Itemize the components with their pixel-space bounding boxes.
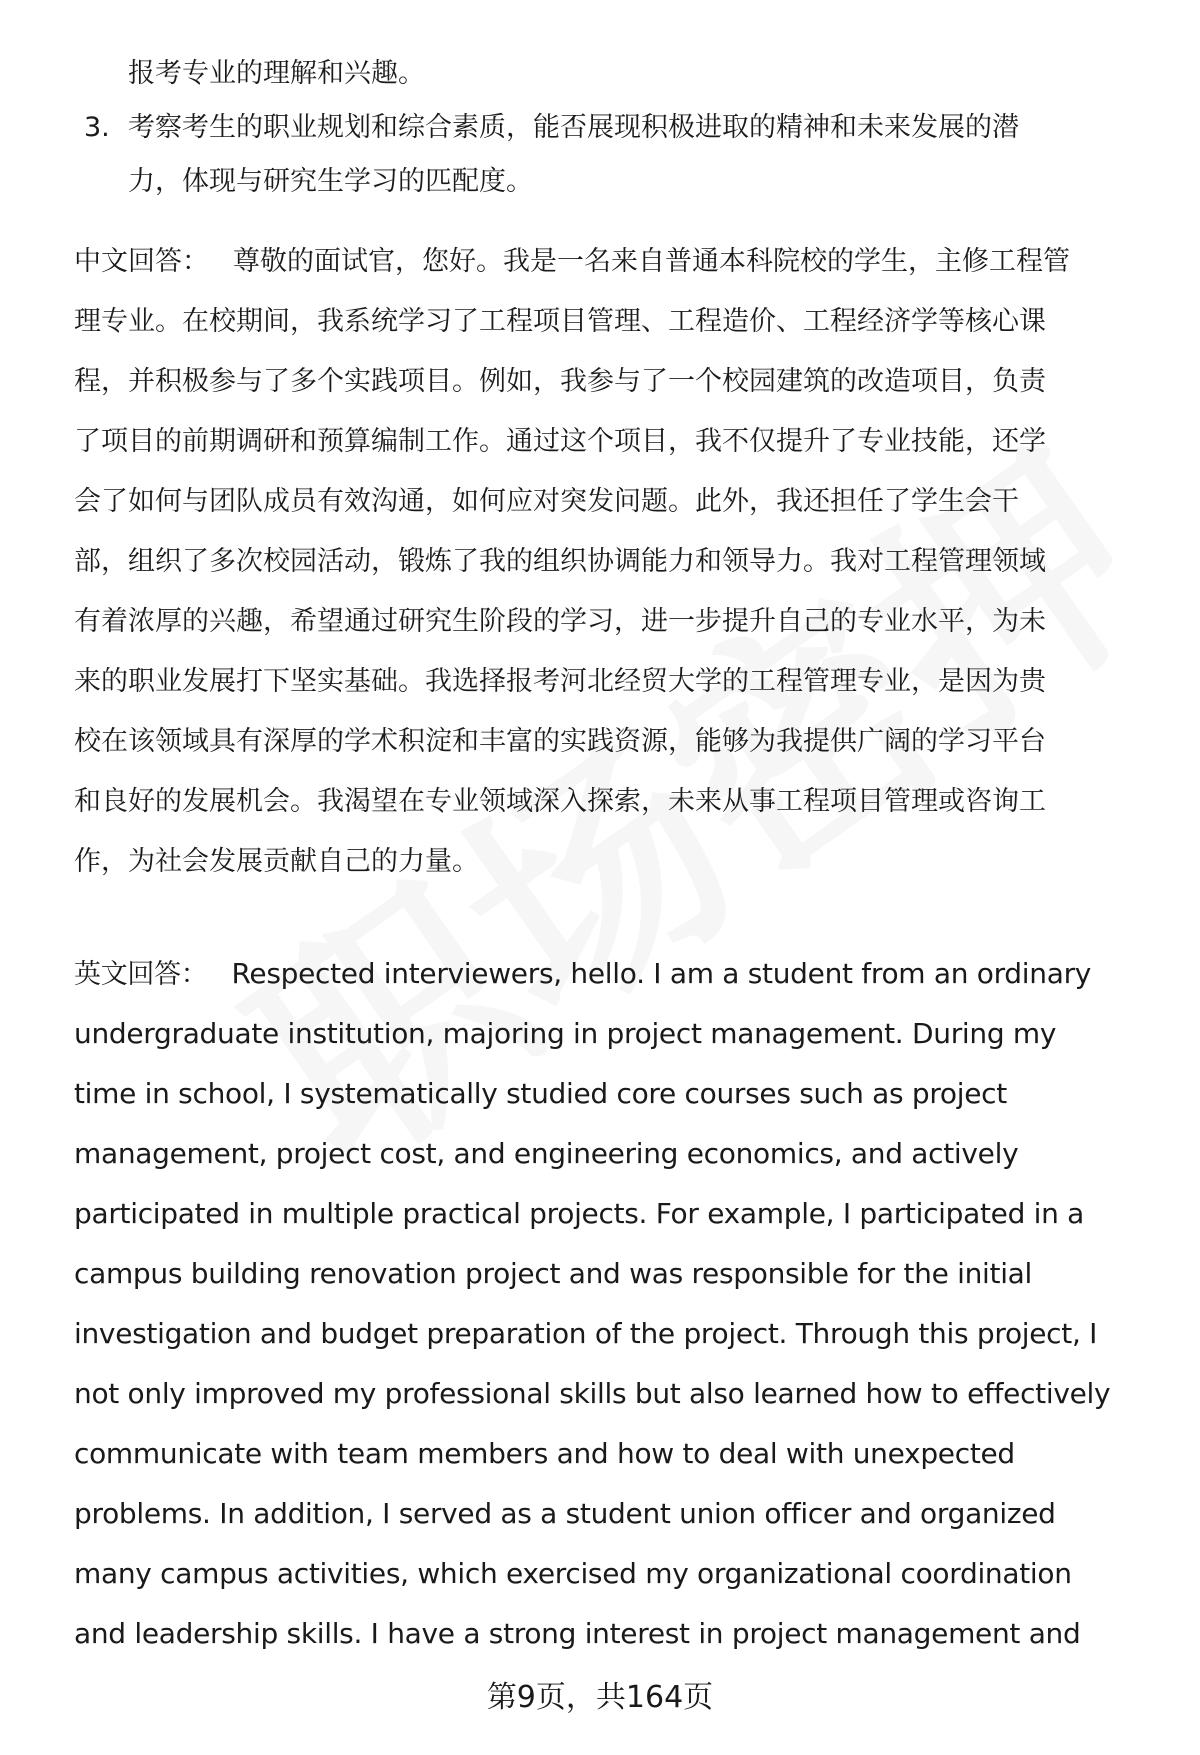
chinese-answer-line: 理专业。在校期间，我系统学习了工程项目管理、工程造价、工程经济学等核心课 — [74, 306, 1046, 337]
english-answer-line: investigation and budget preparation of the project. Through this project, I — [74, 1317, 1098, 1350]
english-answer-line: and leadership skills. I have a strong interest in project management and — [74, 1617, 1081, 1650]
english-answer-line: participated in multiple practical projects. For example, I participated in a — [74, 1197, 1085, 1230]
chinese-answer-text: 尊敬的面试官，您好。我是一名来自普通本科院校的学生，主修工程管 — [233, 246, 1070, 277]
chinese-answer-line: 程，并积极参与了多个实践项目。例如，我参与了一个校园建筑的改造项目，负责 — [74, 366, 1046, 397]
chinese-answer-line: 部，组织了多次校园活动，锻炼了我的组织协调能力和领导力。我对工程管理领域 — [74, 546, 1046, 577]
list-item-3-line-2: 力，体现与研究生学习的匹配度。 — [128, 166, 533, 197]
english-answer-line — [74, 944, 1154, 1004]
list-item-3-number: 3. — [84, 112, 110, 143]
chinese-answer-line: 了项目的前期调研和预算编制工作。通过这个项目，我不仅提升了专业技能，还学 — [74, 426, 1046, 457]
english-answer-line: many campus activities, which exercised my organizational coordination — [74, 1557, 1072, 1590]
chinese-answer-line: 会了如何与团队成员有效沟通，如何应对突发问题。此外，我还担任了学生会干 — [74, 486, 1019, 517]
chinese-answer-line: 来的职业发展打下坚实基础。我选择报考河北经贸大学的工程管理专业，是因为贵 — [74, 666, 1046, 697]
chinese-answer-line: 校在该领域具有深厚的学术积淀和丰富的实践资源，能够为我提供广阔的学习平台 — [74, 726, 1046, 757]
list-item-3-line-1: 考察考生的职业规划和综合素质，能否展现积极进取的精神和未来发展的潜 — [128, 112, 1019, 143]
english-answer-line: not only improved my professional skills but also learned how to effectively — [74, 1377, 1111, 1410]
english-answer-line: campus building renovation project and was responsible for the initial — [74, 1257, 1033, 1290]
page-number: 第9页，共164页 — [486, 1680, 714, 1715]
chinese-answer-paragraph — [74, 232, 1154, 892]
english-answer-line: problems. In addition, I served as a student union officer and organized — [74, 1497, 1056, 1530]
english-answer-line: time in school, I systematically studied core courses such as project — [74, 1077, 1007, 1110]
english-answer-line: management, project cost, and engineering economics, and actively — [74, 1137, 1019, 1170]
list-item-2-continuation: 报考专业的理解和兴趣。 — [128, 58, 425, 89]
english-answer-paragraph — [74, 944, 1154, 1664]
chinese-answer-line: 和良好的发展机会。我渴望在专业领域深入探索，未来从事工程项目管理或咨询工 — [74, 786, 1046, 817]
chinese-answer-line — [74, 232, 1154, 292]
chinese-answer-line: 作，为社会发展贡献自己的力量。 — [74, 846, 479, 877]
english-answer-line: undergraduate institution, majoring in project management. During my — [74, 1017, 1057, 1050]
chinese-answer-label: 中文回答： — [74, 246, 209, 277]
chinese-answer-line: 有着浓厚的兴趣，希望通过研究生阶段的学习，进一步提升自己的专业水平，为未 — [74, 606, 1046, 637]
english-answer-label: 英文回答： — [74, 959, 208, 990]
english-answer-text: Respected interviewers, hello. I am a student from an ordinary — [231, 957, 1092, 990]
english-answer-line: communicate with team members and how to deal with unexpected — [74, 1437, 1015, 1470]
